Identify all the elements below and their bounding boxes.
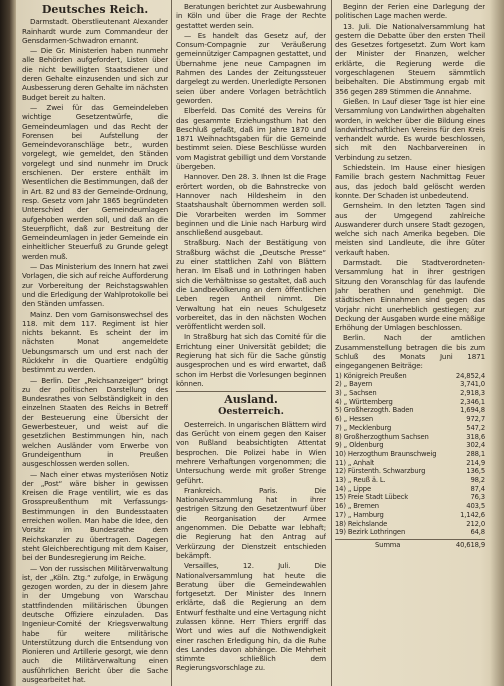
paragraph: Mainz. Den vom Garnisonswechsel des 118. mit dem 117. Regiment ist hier nichts bekannt. Es scheint der im nächsten Monat angemeldete Uebungsmarsch um und erst nach der Rückkehr in die Quartiere endgültig bestimmt zu werden. bbox=[22, 309, 168, 375]
list-item-name: 12) Fürstenth. Schwarzburg bbox=[335, 467, 426, 476]
list-item bbox=[335, 398, 485, 407]
list-item-name: 15) Freie Stadt Lübeck bbox=[335, 493, 409, 502]
list-item bbox=[335, 424, 485, 433]
paragraph: — Es handelt das Gesetz auf, der Consum-Compagnie zur Veräußerung gemeinnütziger Campagnen gestattet, und Übernahme jene neue Campagnen im Rahmen des Landes der Zeitungssteuer dargelegt zu werden. Unerledigte Personen seien über andere Vorlagen beträchtlich geworden. bbox=[176, 30, 326, 105]
list-item bbox=[335, 467, 485, 476]
column-3 bbox=[335, 2, 485, 686]
list-item-name: 11) „ Anhalt bbox=[335, 458, 375, 467]
list-item-name: 9) „ Oldenburg bbox=[335, 441, 384, 450]
paragraph: Beratungen berichtet zur Ausbewahrung in Köln und über die Frage der Rechte gestattet werden sein. bbox=[176, 2, 326, 30]
paragraph: — Zwei für das Gemeindeleben wichtige Gesetzentwürfe, die Gemeindeumlagen und das Recht der Forensen bei Aufstellung der Gemeindevoranschläge betr., wurden vorgelegt, wie gemeldet, den Ständen vorgelegt und sind nunmehr im Druck erschienen. Der erstere enthält im Wesentlichen die Bestimmungen, daß der in Art. 82 und 83 der Gemeinde-Ordnung, resp. Gesetz vom Jahr 1865 begründeten Unterschied der Gemeindeumlagen aufgehoben werden soll, und daß an die Steuerpflicht, daß zur Bestreitung der Gemeindeumlagen in jeder Gemeinde ein einheitlicher Steuerfuß zu Grunde gelegt werden muß. bbox=[22, 102, 168, 261]
list-item-name: 17) „ Hamburg bbox=[335, 510, 384, 519]
list-item-name: 1) Königreich Preußen bbox=[335, 371, 407, 380]
list-item bbox=[335, 406, 485, 415]
list-item-value: 76,3 bbox=[470, 493, 485, 502]
book-spine bbox=[0, 0, 16, 686]
paragraph: — Nach einer etwas mysteriösen Notiz der „Post“ wäre bisher in gewissen Kreisen die Frage ventilirt, wie es das Grosspreußenthum mit Verfassungs-Bestimmungen in den Bundesstaaten erreichen wollen. Man habe die Idee, den Vorsitz im Bundesrathe dem Reichskanzler zu übertragen. Dagegen steht Gleichberechtigung mit dem Kaiser, bei der Bundesregierung im Reiche. bbox=[22, 469, 168, 563]
list-item-value: 302,4 bbox=[466, 441, 485, 450]
paragraph: Elberfeld. Das Comité des Vereins für das gesammte Erziehungsthum hat den Beschluß gefaßt, daß im Jahre 1870 und 1871 Weihnachtsgaben für die Gemeinde bestimmt seien. Diese Beschlüsse wurden vom Magistrat gebilligt und dem Vorstande übergeben. bbox=[176, 106, 326, 172]
paragraph: Straßburg. Nach der Bestätigung von Straßburg wächst die „Deutsche Presse“ zu einer stattlichen Zahl von Blättern heran. Im Elsaß und in Lothringen haben sich die Verhältnisse so gestaltet, daß auch die Landbevölkerung an dem öffentlichen Leben regen Antheil nimmt. Die Verwaltung hat ein neues Schulgesetz vorbereitet, das in den nächsten Wochen veröffentlicht werden soll. bbox=[176, 238, 326, 332]
paragraph: — Die Gr. Ministerien haben nunmehr alle Behörden aufgefordert, Listen über die nicht bewilligten Staatsdiener und deren Gehalte einzusenden und sich zur Ausbesserung deren Gehalte im nächsten Budget bereit zu halten. bbox=[22, 46, 168, 102]
paragraph: Versailles, 12. Juli. Die Nationalversammlung hat heute die Beratung über die Gemeindewahlen fortgesetzt. Der Minister des Innern erklärte, daß die Regierung an dem Entwurf festhalte und eine Vertagung nicht zulassen könne. Herr Thiers ergriff das Wort und wies auf die Nothwendigkeit einer raschen Erledigung hin, da die Ruhe des Landes davon abhänge. Die Mehrheit stimmte schließlich dem Regierungsvorschlage zu. bbox=[176, 561, 326, 673]
list-item-value: 24,852,4 bbox=[455, 371, 485, 380]
list-item-name: 5) Großherzogth. Baden bbox=[335, 406, 414, 415]
list-item-name: 8) Großherzogthum Sachsen bbox=[335, 432, 429, 441]
list-item bbox=[335, 415, 485, 424]
list-item bbox=[335, 493, 485, 502]
paragraph: In Straßburg hat sich das Comité für die Errichtung einer Universität gebildet; die Regierung hat sich für die Sache günstig ausgesprochen und es wird erwartet, daß schon im Herbst die Vorlesungen beginnen können. bbox=[176, 332, 326, 388]
list-item-name: 19) Bezirk Lothringen bbox=[335, 528, 406, 537]
list-item-value: 403,5 bbox=[466, 502, 485, 511]
paragraph: — Berlin. Der „Reichsanzeiger“ bringt zu der politischen Darstellung des Bundesrathes von Selbständigkeit in den einzelnen Staaten des Reichs in Betreff der Besteuerung eine Übersicht der Gewerbesteuer, und weist auf die gesetzlichen Bestimmungen hin, nach welchen Ausländer vom Erwerbe von Grundeigenthum in Preußen ausgeschlossen werden sollen. bbox=[22, 375, 168, 469]
list-item-value: 87,4 bbox=[470, 484, 485, 493]
list-item-name: 4) „ Württemberg bbox=[335, 397, 393, 406]
list-item-value: 972,7 bbox=[466, 415, 485, 424]
column-1 bbox=[22, 2, 168, 686]
list-intro: Berlin. Nach der amtlichen Zusammenstellung betragen die bis zum Schluß des Monats Juni 1871 eingegangenen Beiträge: bbox=[335, 333, 485, 371]
column-rule bbox=[171, 0, 172, 686]
page-edge-shadow bbox=[490, 0, 504, 686]
list-item-name: 3) „ Sachsen bbox=[335, 388, 377, 397]
section-heading-deutsches-reich: Deutsches Reich. bbox=[41, 3, 149, 16]
list-item-value: 2,918,3 bbox=[460, 388, 485, 397]
list-item bbox=[335, 441, 485, 450]
list-item-name: 7) „ Mecklenburg bbox=[335, 423, 392, 432]
contribution-list bbox=[335, 372, 485, 537]
total-label: Summa bbox=[375, 540, 401, 549]
column-rule bbox=[331, 0, 332, 686]
list-item-value: 3,741,0 bbox=[460, 380, 485, 389]
list-item-value: 64,8 bbox=[470, 528, 485, 537]
list-item-name: 14) „ Lippe bbox=[335, 484, 371, 493]
list-item bbox=[335, 433, 485, 442]
list-item bbox=[335, 528, 485, 537]
section-divider bbox=[176, 391, 326, 392]
list-item bbox=[335, 502, 485, 511]
column-2 bbox=[176, 2, 326, 686]
list-item-name: 6) „ Hessen bbox=[335, 415, 374, 424]
total-row bbox=[335, 539, 485, 550]
section-heading-ausland: Ausland. bbox=[224, 393, 278, 407]
list-item bbox=[335, 459, 485, 468]
paragraph: — Das Ministerium des Innern hat zwei Vorlagen, die sich auf reiche Aufforderung zur Vorbereitung der Reichstagswahlen und die Erledigung der Wahlprotokolle bei den Ständen umfassen. bbox=[22, 262, 168, 309]
list-item-value: 1,142,6 bbox=[460, 510, 485, 519]
paragraph: Gießen. In Lauf dieser Tage ist hier eine Versammlung von Landwirthen abgehalten worden, in welcher über die Bildung eines landwirthschaftlichen Vereins für den Kreis verhandelt wurde. Es wurde beschlossen, sich mit den Nachbarvereinen in Verbindung zu setzen. bbox=[335, 96, 485, 162]
list-item-name: 2) „ Bayern bbox=[335, 380, 373, 389]
list-item-name: 13) „ Reuß ä. L. bbox=[335, 476, 386, 485]
paragraph: Hannover. Den 28. 3. Ihnen Ist die Frage erörtert worden, ob die Bahnstrecke von Hannover nach Hildesheim in den Staatshaushalt übernommen werden soll. Die Vorarbeiten werden im Sommer beginnen und die Linie nach Harburg wird anschließend ausgebaut. bbox=[176, 172, 326, 238]
list-item bbox=[335, 476, 485, 485]
paragraph: Oesterreich. In ungarischen Blättern wird das Gerücht von einem gegen den Kaiser von Rußland beabsichtigten Attentat besprochen. Die Polizei habe in Wien mehrere Verhaftungen vorgenommen; die Untersuchung werde mit großer Strenge geführt. bbox=[176, 419, 326, 485]
list-item-value: 288,1 bbox=[466, 449, 485, 458]
paragraph: Schiedstein. Im Hause einer hiesigen Familie brach gestern Nachmittag Feuer aus, das jedoch bald gelöscht werden konnte. Der Schaden ist unbedeutend. bbox=[335, 163, 485, 200]
list-item-value: 212,0 bbox=[466, 519, 485, 528]
list-item-name: 10) Herzogthum Braunschweig bbox=[335, 449, 437, 458]
list-item-name: 18) Reichslande bbox=[335, 519, 388, 528]
list-item bbox=[335, 380, 485, 389]
list-item-value: 2,346,1 bbox=[460, 397, 485, 406]
list-item-value: 318,6 bbox=[466, 432, 485, 441]
paragraph: Frankreich. Paris. Die Nationalversammlung hat in ihrer gestrigen Sitzung den Gesetzentwurf über die Reorganisation der Armee angenommen. Die Debatte war lebhaft; die Regierung hat den Antrag auf Verkürzung der Dienstzeit entschieden bekämpft. bbox=[176, 485, 326, 560]
paragraph: — Von der russischen Militärverwaltung ist, der „Köln. Ztg.“ zufolge, in Erwägung gezogen worden, zu der in diesem Jahre in der Umgebung von Warschau stattfindenden militärischen Übungen deutsche Offiziere einzuladen. Das Ingenieur-Comité der Kriegsverwaltung habe für weitere militärische Unterstützung durch die Entsendung von Pionieren und Artillerie gesorgt, wie denn auch die Militärverwaltung einen ausführlichen Bericht über die Sache ausgearbeitet hat. bbox=[22, 563, 168, 685]
list-item bbox=[335, 372, 485, 381]
paragraph: Darmstadt. Oberstlieutenant Alexander Rainhardt wurde zum Commandeur der Gensdarmen-Schwadron ernannt. bbox=[22, 17, 168, 45]
subheading-oesterreich: Oesterreich. bbox=[218, 406, 284, 418]
paragraph: 13. Juli. Die Nationalversammlung hat gestern die Debatte über den ersten Theil des Gesetzes fortgesetzt. Zum Wort kam der Minister der Finanzen, welcher erklärte, die Regierung werde die vorgeschlagenen Steuern sämmtlich beibehalten. Die Abstimmung ergab mit 356 gegen 289 Stimmen die Annahme. bbox=[335, 21, 485, 96]
list-item-value: 1,694,8 bbox=[460, 406, 485, 415]
list-item-value: 98,2 bbox=[470, 476, 485, 485]
list-item bbox=[335, 389, 485, 398]
list-item-value: 214,9 bbox=[466, 458, 485, 467]
list-item bbox=[335, 511, 485, 520]
paragraph: Beginn der Ferien eine Darlegung der politischen Lage machen werde. bbox=[335, 2, 485, 21]
list-item bbox=[335, 520, 485, 529]
list-item-value: 547,2 bbox=[466, 423, 485, 432]
list-item-value: 136,5 bbox=[466, 467, 485, 476]
list-item bbox=[335, 450, 485, 459]
paragraph: Gernsheim. In den letzten Tagen sind aus der Umgegend zahlreiche Auswanderer durch unsere Stadt gezogen, welche sich nach Amerika begeben. Die meisten sind Landleute, die ihre Güter verkauft haben. bbox=[335, 201, 485, 257]
list-item-name: 16) „ Bremen bbox=[335, 502, 379, 511]
list-item bbox=[335, 485, 485, 494]
total-value: 40,618,9 bbox=[455, 540, 485, 549]
paragraph: Darmstadt. Die Stadtverordneten-Versammlung hat in ihrer gestrigen Sitzung den Voranschlag für das laufende Jahr berathen und genehmigt. Die städtischen Einnahmen sind gegen das Vorjahr nicht unerheblich gestiegen; zur Deckung der Ausgaben wurde eine mäßige Erhöhung der Umlagen beschlossen. bbox=[335, 258, 485, 333]
